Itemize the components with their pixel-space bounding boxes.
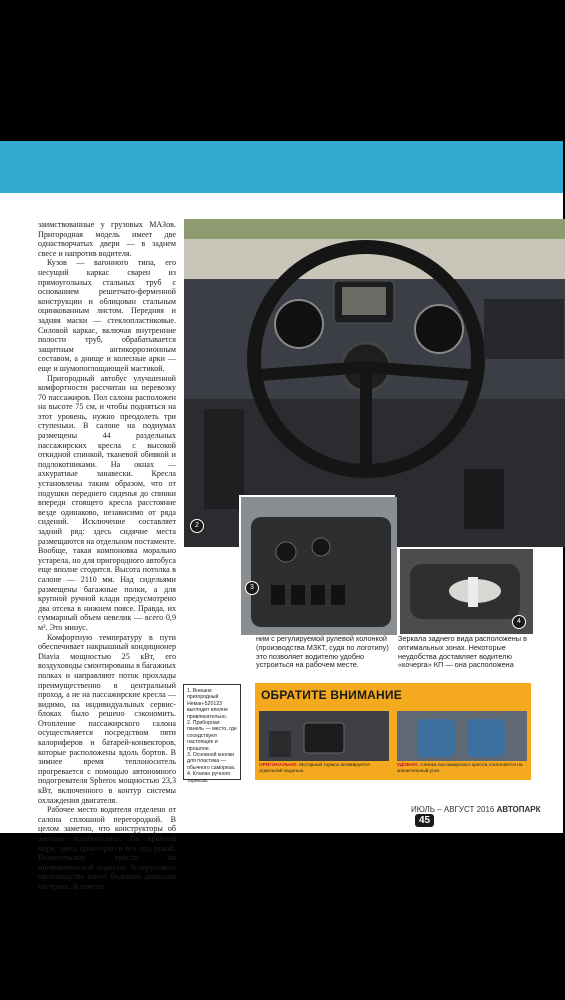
caption-keyword: УДОБНО. <box>397 763 419 768</box>
right-column-text: Зеркала заднего вида расположены в оптимальных зонах. Некоторые неудобства доставляет водителю «кочерга» КП — она расположена <box>398 634 527 670</box>
article-paragraph: Рабочее место водителя отделено от салона сплошной перегородкой. В целом заметно, что конструкторы об эшнаже позаботились. По крайней мере, здесь просторно и все под рукой. Водительское кресло на пневматической подвеске белорусского производства имеет большой диапазон настроек. В сочета- <box>38 805 176 891</box>
brake-valve-photo <box>398 547 531 632</box>
article-column <box>38 220 176 892</box>
page-footer <box>411 805 563 827</box>
caption-item: 4. Клапан ручного тормоза. <box>187 771 231 784</box>
photo-number-badge: 2 <box>190 519 204 533</box>
mid-column-text: ним с регулируемой рулевой колонкой (производства МЗКТ, судя по логотипу) это позволяет водителю удобно устроиться на рабочем месте. <box>256 634 389 670</box>
caption-item: 1. Внешне пригородный Неман-520123 выглядит вполне привлекательно. <box>187 688 228 720</box>
pedal-illustration <box>259 711 389 761</box>
page-number: 45 <box>415 814 434 827</box>
photo-captions-box <box>183 684 241 784</box>
caption-item: 3. Основной кнопки для пластика — обычного самореза. <box>187 752 236 771</box>
caption-text: Спинка пассажирского кресла отклоняется на значительный угол. <box>397 763 523 774</box>
attention-right-caption <box>397 763 525 774</box>
attention-left-caption <box>259 763 387 774</box>
magazine-brand: АВТОПАРК <box>496 805 541 814</box>
top-band <box>0 141 563 193</box>
magazine-page <box>0 193 563 891</box>
article-paragraph: Пригородный автобус улучшенной комфортности рассчитан на перевозку 70 пассажиров. Пол салона расположен на высоте 75 см, и чтобы подняться на этот уровень, нужно преодолеть три ступеньки. В салоне на подиумах размещены 44 раздельных пассажирских кресла с высокой откидной спинкой, тканевой обивкой и подлокотниками. На окнах — ахкуратные занавески. Кресла установлены таким образом, что от подушки переднего сиденья до спинки впереди стоящего кресла расстояние везде одинаково, независимо от ряда сидений. Исключение составляет задний ряд: здесь сидячие места размещаются на отдельном постаменте. Вообще, такая компоновка морально устарела, но для пригородного автобуса еще вполне сгодится. Высота потолка в салоне — 2110 мм. Над сидельями размещены багажные полки, а для крупной ручной клади предусмотрено два отсека в нижнем поясе. Правда, их суммарный объем невелик — всего 0,9 м³. Это минус. <box>38 373 176 632</box>
console-illustration <box>241 497 397 635</box>
attention-title: ОБРАТИТЕ ВНИМАНИЕ <box>261 688 402 702</box>
console-photo <box>239 495 395 633</box>
seat-illustration <box>397 711 527 761</box>
caption-text: Моторный тормоз активируется отдельной педалью. <box>259 763 370 774</box>
photo-number-badge: 3 <box>245 581 259 595</box>
seat-photo <box>397 711 527 761</box>
issue-date: ИЮЛЬ – АВГУСТ 2016 <box>411 805 495 814</box>
attention-panel <box>255 683 531 780</box>
caption-keyword: ОРИГИНАЛЬНО. <box>259 763 298 768</box>
article-paragraph: заимствованные у грузовых МАЗов. Пригородная модель имеет две однастворчатых двери — в заднем свесе и напротив водителя. <box>38 220 176 258</box>
caption-item: 2. Приборная панель — место, где соседствуют настоящее и прошлое. <box>187 720 237 752</box>
photo-number-badge: 4 <box>512 615 526 629</box>
brake-pedal-photo <box>259 711 389 761</box>
article-paragraph: Комфортную температуру в пути обеспечивает накрышный кондиционер Diavia мощностью 25 кВт, его воздуховоды смонтированы в багажных полках и направляют поток прохлады преимущественно в центральный проход, а не на пассажирские кресла — видимо, на индивидуальных сервис-блоках было решено сэкономить. Отопление пассажирского салона осуществляется посредством пяти калориферов и батарей-конвекторов, которые расположены вдоль бортов. В зимнее время теплоноситель прогревается с помощью автономного подогревателя Spheros мощностью 23,3 кВт, включенного в контур системы охлаждения двигателя. <box>38 632 177 805</box>
article-paragraph: Кузов — вагонного типа, его несущий каркас сварен из прямоугольных стальных труб с основанием решетчато-ферменной конструкции и облицован стальным оцинкованным листом. Передняя и задняя маски — стеклопластиковые. Силовой каркас, включая внутренние полости труб, обрабатывается защитным антикоррозионным составом, а днище и колесные арки — еще и шумопоглощающей мастикой. <box>38 258 176 373</box>
